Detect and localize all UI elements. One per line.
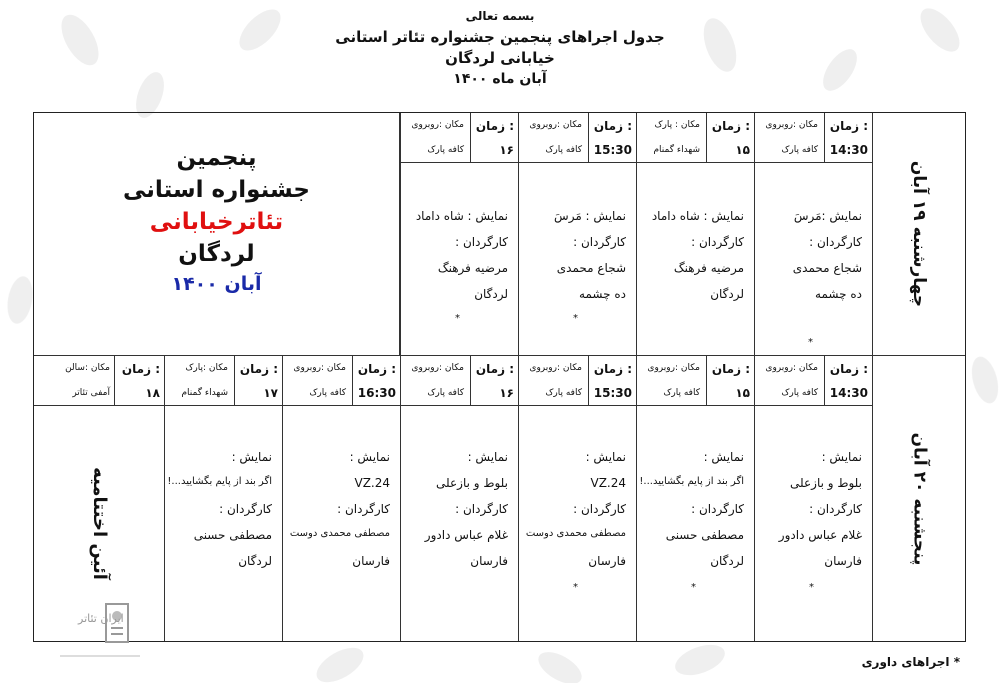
time-value: 14:30 xyxy=(829,143,868,157)
show-label: نمایش : xyxy=(585,450,626,464)
director-label: کارگردان : xyxy=(691,235,744,249)
city-name: ده چشمه xyxy=(815,287,862,301)
director-label: کارگردان : xyxy=(337,502,390,516)
director-name: غلام عباس دادور xyxy=(424,528,508,542)
place-value: آمفی تئاتر xyxy=(72,388,110,398)
header-separator xyxy=(706,113,707,163)
time-value: ۱۶ xyxy=(499,386,514,400)
day2-slot5-header xyxy=(282,356,400,406)
logo-text: ایران تئاتر xyxy=(78,612,124,625)
time-value: 15:30 xyxy=(593,143,632,157)
director-label: کارگردان : xyxy=(455,235,508,249)
day1-slot4-body xyxy=(400,163,518,355)
time-value: 16:30 xyxy=(357,386,396,400)
director-name: مصطفی محمدی دوست xyxy=(525,528,626,539)
day2-slot2-body xyxy=(636,406,754,641)
header-separator xyxy=(114,356,115,406)
director-label: کارگردان : xyxy=(691,502,744,516)
director-name: مصطفی حسنی xyxy=(665,528,744,542)
place-label: مکان :روبروی xyxy=(765,120,818,130)
director-name: شجاع محمدی xyxy=(556,261,626,275)
director-name: مصطفی محمدی دوست xyxy=(289,528,390,539)
director-label: کارگردان : xyxy=(809,235,862,249)
header-separator xyxy=(234,356,235,406)
place-value: کافه پارک xyxy=(663,388,700,398)
judged-marker: * xyxy=(808,337,813,348)
place-label: مکان :روبروی xyxy=(529,363,582,373)
city-name: فارسان xyxy=(352,554,390,568)
document-title: جدول اجراهای پنجمین جشنواره تئاتر استانی xyxy=(335,28,665,46)
header-separator xyxy=(470,356,471,406)
place-value: کافه پارک xyxy=(545,145,582,155)
show-name: بلوط و بازعلی xyxy=(790,476,862,490)
intro-line1: پنجمین xyxy=(176,145,257,171)
time-label: زمان : xyxy=(829,362,868,376)
day1-slot2-header xyxy=(636,113,754,163)
judged-marker: * xyxy=(573,582,578,593)
city-name: لردگان xyxy=(710,554,744,568)
show-name: نمایش : مَرسَ xyxy=(554,209,626,223)
place-label: مکان :روبروی xyxy=(411,363,464,373)
document-subtitle: خیابانی لردگان xyxy=(445,49,555,67)
time-label: زمان : xyxy=(593,119,632,133)
director-label: کارگردان : xyxy=(455,502,508,516)
show-label: نمایش : xyxy=(467,450,508,464)
director-name: شجاع محمدی xyxy=(792,261,862,275)
show-name: نمایش : شاه داماد xyxy=(415,209,508,223)
director-name: غلام عباس دادور xyxy=(778,528,862,542)
director-label: کارگردان : xyxy=(573,235,626,249)
time-value: 14:30 xyxy=(829,386,868,400)
header-separator xyxy=(706,356,707,406)
director-name: مرضیه فرهنگ xyxy=(673,261,744,275)
city-name: لردگان xyxy=(238,554,272,568)
place-value: کافه پارک xyxy=(781,145,818,155)
day2-label xyxy=(873,356,965,642)
bismillah: بسمه تعالی xyxy=(465,9,535,23)
header-separator xyxy=(352,356,353,406)
place-value: کافه پارک xyxy=(427,388,464,398)
header-separator xyxy=(824,356,825,406)
city-name: ده چشمه xyxy=(579,287,626,301)
place-value: کافه پارک xyxy=(545,388,582,398)
place-value: شهداء گمنام xyxy=(181,388,228,398)
day1-slot2-body xyxy=(636,163,754,355)
day1-slot1-body xyxy=(754,163,872,355)
place-value: کافه پارک xyxy=(309,388,346,398)
time-label: زمان : xyxy=(475,362,514,376)
judged-marker: * xyxy=(691,582,696,593)
show-name: بلوط و بازعلی xyxy=(436,476,508,490)
time-label: زمان : xyxy=(711,362,750,376)
show-name: VZ.24 xyxy=(590,476,626,490)
day2-slot1-header xyxy=(754,356,872,406)
place-label: مکان : پارک xyxy=(654,120,700,130)
place-value: شهداء گمنام xyxy=(653,145,700,155)
judged-marker: * xyxy=(455,313,460,324)
time-value: ۱۸ xyxy=(145,386,160,400)
show-label: نمایش : xyxy=(703,450,744,464)
judged-marker: * xyxy=(809,582,814,593)
city-name: لردگان xyxy=(474,287,508,301)
document-header xyxy=(0,6,1000,90)
time-label: زمان : xyxy=(121,362,160,376)
place-label: مکان :روبروی xyxy=(529,120,582,130)
place-label: مکان :پارک xyxy=(185,363,228,373)
show-name: نمایش : شاه داماد xyxy=(651,209,744,223)
time-value: ۱۶ xyxy=(499,143,514,157)
day2-slot4-header xyxy=(400,356,518,406)
header-separator xyxy=(588,113,589,163)
city-name: فارسان xyxy=(470,554,508,568)
day2-slot1-body xyxy=(754,406,872,641)
day2-slot3-header xyxy=(518,356,636,406)
show-name: اگر بند از پایم بگشایید...! xyxy=(167,476,272,487)
intro-line4: لردگان xyxy=(178,241,255,267)
header-separator xyxy=(470,113,471,163)
place-label: مکان :روبروی xyxy=(647,363,700,373)
day2-slot2-header xyxy=(636,356,754,406)
city-name: فارسان xyxy=(588,554,626,568)
show-label: نمایش : xyxy=(821,450,862,464)
schedule-table xyxy=(33,112,966,642)
place-label: مکان :روبروی xyxy=(293,363,346,373)
place-value: کافه پارک xyxy=(781,388,818,398)
place-label: مکان :روبروی xyxy=(765,363,818,373)
intro-line2: جشنواره استانی xyxy=(123,177,310,203)
intro-line3: تئاترخیابانی xyxy=(149,209,284,235)
time-label: زمان : xyxy=(593,362,632,376)
director-name: مرضیه فرهنگ xyxy=(437,261,508,275)
director-label: کارگردان : xyxy=(219,502,272,516)
time-value: ۱۷ xyxy=(263,386,278,400)
show-name: VZ.24 xyxy=(354,476,390,490)
day2-slot7-header xyxy=(34,356,164,406)
judged-marker: * xyxy=(573,313,578,324)
time-label: زمان : xyxy=(357,362,396,376)
day1-label-text: چهارشنبه ۱۹ آبان xyxy=(909,160,929,308)
time-label: زمان : xyxy=(239,362,278,376)
day2-slot4-body xyxy=(400,406,518,641)
city-name: فارسان xyxy=(824,554,862,568)
place-label: مکان :سالن xyxy=(65,363,110,373)
day2-slot3-body xyxy=(518,406,636,641)
show-name: نمایش :مَرسَ xyxy=(793,209,862,223)
document-date: آبان ماه ۱۴۰۰ xyxy=(453,71,547,87)
day2-label-text: پنجشنبه ۲۰ آبان xyxy=(909,432,929,566)
place-value: کافه پارک xyxy=(427,145,464,155)
time-value: ۱۵ xyxy=(735,386,750,400)
place-label: مکان :روبروی xyxy=(411,120,464,130)
director-name: مصطفی حسنی xyxy=(193,528,272,542)
day1-label xyxy=(873,113,965,355)
city-name: لردگان xyxy=(710,287,744,301)
legend-judged: * اجراهای داوری xyxy=(861,655,960,669)
day2-slot6-header xyxy=(164,356,282,406)
day1-slot4-header xyxy=(400,113,518,163)
intro-line5: آبان ۱۴۰۰ xyxy=(171,273,262,295)
time-label: زمان : xyxy=(711,119,750,133)
director-label: کارگردان : xyxy=(809,502,862,516)
time-value: 15:30 xyxy=(593,386,632,400)
time-value: ۱۵ xyxy=(735,143,750,157)
header-separator xyxy=(588,356,589,406)
day2-slot6-body xyxy=(164,406,282,641)
theater-logo-icon xyxy=(60,598,145,668)
closing-ceremony-text: آئین اختتامیه xyxy=(88,467,110,580)
director-label: کارگردان : xyxy=(573,502,626,516)
show-label: نمایش : xyxy=(231,450,272,464)
show-name: اگر بند از پایم بگشایید...! xyxy=(639,476,744,487)
festival-intro xyxy=(34,113,399,355)
day1-slot3-body xyxy=(518,163,636,355)
time-label: زمان : xyxy=(475,119,514,133)
day2-slot5-body xyxy=(282,406,400,641)
show-label: نمایش : xyxy=(349,450,390,464)
header-separator xyxy=(824,113,825,163)
time-label: زمان : xyxy=(829,119,868,133)
day1-slot3-header xyxy=(518,113,636,163)
day1-slot1-header xyxy=(754,113,872,163)
